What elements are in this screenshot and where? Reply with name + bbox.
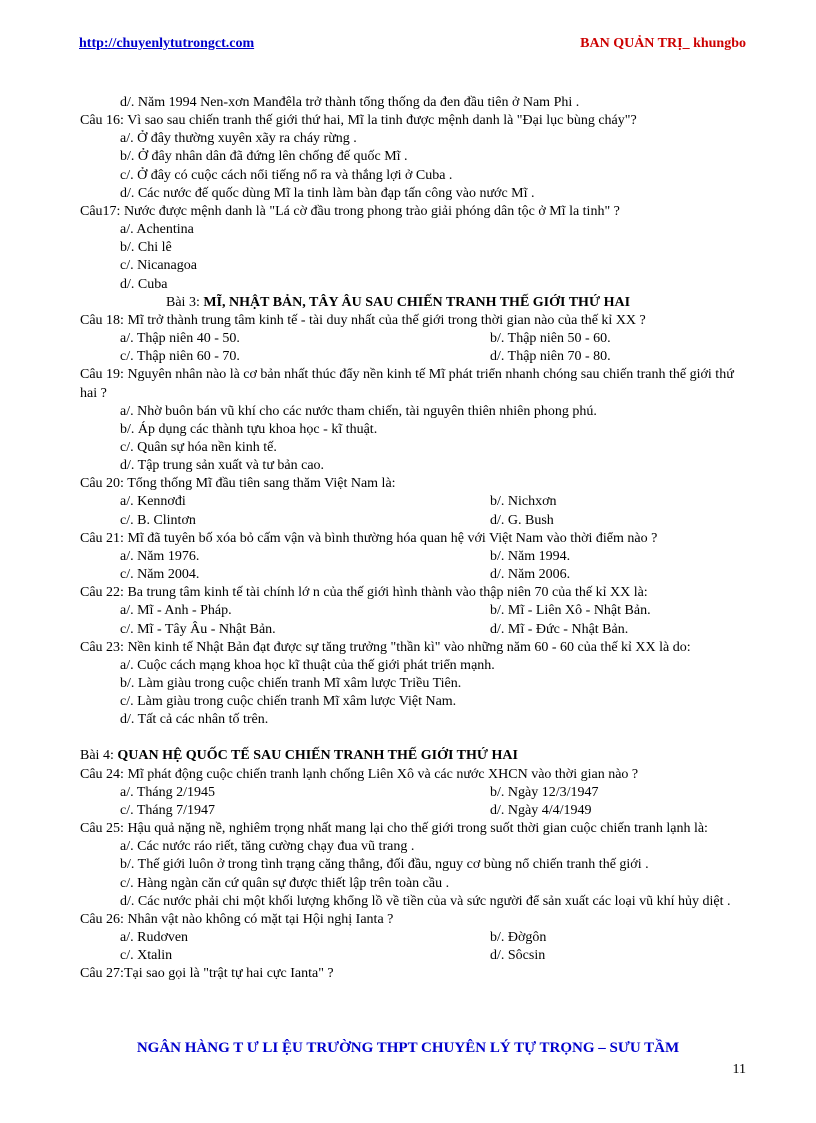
answer-line: d/. Tập trung sản xuất và tư bản cao.: [120, 458, 325, 474]
section-title: QUAN HỆ QUỐC TẾ SAU CHIẾN TRANH THẾ GIỚI THỨ HAI: [117, 748, 518, 764]
question-27: Câu 27:Tại sao gọi là "trật tự hai cực Ianta" ?: [80, 966, 334, 982]
answer-line: a/. Các nước ráo riết, tăng cường chạy đua vũ trang .: [120, 839, 415, 855]
answer-c: c/. B. Clintơn: [120, 512, 196, 528]
answer-line: b/. Ở đây nhân dân đã đứng lên chống đế quốc Mĩ .: [120, 149, 408, 165]
answer-line: d/. Các nước phải chi một khối lượng khổng lồ về tiền của và sức người để sản xuất các loại vũ khí hủy diệt .: [120, 893, 731, 909]
answer-line: a/. Cuộc cách mạng khoa học kĩ thuật của thế giới phát triển mạnh.: [120, 657, 495, 673]
question-20: Câu 20: Tổng thống Mĩ đầu tiên sang thăm Việt Nam là:: [80, 476, 396, 492]
question-25: Câu 25: Hậu quả nặng nề, nghiêm trọng nhất mang lại cho thế giới trong suốt thời gian cuộc chiến tranh lạnh là:: [80, 821, 708, 837]
page-number: 11: [732, 1062, 746, 1077]
answer-row: [80, 929, 750, 947]
answer-line: b/. Làm giàu trong cuộc chiến tranh Mĩ xâm lược Triều Tiên.: [120, 676, 462, 691]
question-22: Câu 22: Ba trung tâm kinh tế tài chính lớ n của thế giới hình thành vào thập niên 70 của thế kỉ XX là:: [80, 585, 648, 601]
answer-d: d/. Ngày 4/4/1949: [490, 802, 592, 818]
answer-line: a/. Nhờ buôn bán vũ khí cho các nước tham chiến, tài nguyên thiên nhiên phong phú.: [120, 403, 597, 419]
answer-d: d/. Năm 2006.: [490, 567, 571, 583]
answer-row: [80, 330, 750, 348]
section-title: MĨ, NHẬT BẢN, TÂY ÂU SAU CHIẾN TRANH THẾ GIỚI THỨ HAI: [203, 294, 631, 310]
answer-row: [80, 602, 750, 620]
answer-b: b/. Ngày 12/3/1947: [490, 784, 599, 800]
answer-line: c/. Làm giàu trong cuộc chiến tranh Mĩ xâm lược Việt Nam.: [120, 694, 457, 710]
answer-c: c/. Thập niên 60 - 70.: [120, 349, 240, 365]
answer-row: [80, 947, 750, 965]
answer-row: [80, 784, 750, 802]
answer-line: a/. Ở đây thường xuyên xãy ra cháy rừng .: [120, 131, 357, 147]
answer-c: c/. Tháng 7/1947: [120, 802, 216, 818]
answer-line: c/. Nicanagoa: [120, 258, 197, 274]
answer-d: d/. Thập niên 70 - 80.: [490, 349, 611, 365]
answer-row: [80, 512, 750, 530]
question-21: Câu 21: Mĩ đã tuyên bố xóa bỏ cấm vận và bình thường hóa quan hệ với Việt Nam vào thời điểm nào ?: [80, 530, 658, 546]
answer-line: c/. Quân sự hóa nền kinh tế.: [120, 439, 277, 455]
answer-row: [80, 802, 750, 820]
question-19: Câu 19: Nguyên nhân nào là cơ bản nhất thúc đẩy nền kinh tế Mĩ phát triển nhanh chóng sau chiến tranh thế giới thứ hai ?: [80, 367, 734, 401]
answer-b: b/. Mĩ - Liên Xô - Nhật Bản.: [490, 603, 651, 619]
question-16: Câu 16: Vì sao sau chiến tranh thế giới thứ hai, Mĩ la tinh được mệnh danh là "Đại lục bùng cháy"?: [80, 113, 637, 129]
answer-row: [80, 566, 750, 584]
spacer: [80, 729, 750, 747]
answer-b: b/. Thập niên 50 - 60.: [490, 331, 611, 347]
question-23: Câu 23: Nền kinh tế Nhật Bản đạt được sự tăng trưởng "thần kì" vào những năm 60 - 60 của thế kỉ XX là do:: [80, 639, 691, 655]
answer-row: [80, 348, 750, 366]
answer-line: d/. Tất cả các nhân tố trên.: [120, 712, 269, 728]
section-heading-bai-4: [80, 747, 750, 765]
answer-a: a/. Mĩ - Anh - Pháp.: [120, 603, 232, 619]
question-18: Câu 18: Mĩ trở thành trung tâm kinh tế - tài duy nhất của thế giới trong thời gian nào của thế kỉ XX ?: [80, 312, 646, 328]
answer-row: [80, 548, 750, 566]
document-body: [80, 94, 750, 984]
answer-line: b/. Chi lê: [120, 240, 172, 256]
answer-a: a/. Tháng 2/1945: [120, 784, 216, 800]
answer-line: b/. Áp dụng các thành tựu khoa học - kĩ thuật.: [120, 421, 378, 437]
answer-line: d/. Cuba: [120, 276, 168, 292]
answer-a: a/. Thập niên 40 - 50.: [120, 331, 240, 347]
answer-a: a/. Rudơven: [120, 930, 189, 946]
answer-c: c/. Năm 2004.: [120, 567, 200, 583]
answer-d: d/. G. Bush: [490, 512, 554, 528]
answer-row: [80, 493, 750, 511]
answer-d: d/. Mĩ - Đức - Nhật Bản.: [490, 621, 629, 637]
answer-a: a/. Kennơđi: [120, 494, 186, 510]
answer-b: b/. Nichxơn: [490, 494, 557, 510]
section-prefix: Bài 3:: [166, 294, 204, 310]
answer-d: d/. Sôcsin: [490, 948, 546, 964]
section-heading-bai-3: [80, 294, 750, 312]
header-url-link[interactable]: http://chuyenlytutrongct.com: [79, 36, 255, 51]
answer-line: a/. Achentina: [120, 222, 194, 238]
answer-b: b/. Năm 1994.: [490, 548, 571, 564]
answer-b: b/. Đờgôn: [490, 930, 547, 946]
answer-line: c/. Hàng ngàn căn cứ quân sự được thiết lập trên toàn cầu .: [120, 875, 450, 891]
answer-line: d/. Năm 1994 Nen-xơn Manđêla trở thành tổng thống da đen đầu tiên ở Nam Phi .: [120, 95, 580, 110]
answer-line: c/. Ở đây có cuộc cách nổi tiếng nổ ra và thắng lợi ở Cuba .: [120, 167, 453, 183]
answer-c: c/. Xtalin: [120, 948, 173, 964]
answer-line: d/. Các nước đế quốc dùng Mĩ la tinh làm bàn đạp tấn công vào nước Mĩ .: [120, 185, 535, 201]
answer-line: b/. Thế giới luôn ở trong tình trạng căng thẳng, đối đầu, nguy cơ bùng nổ chiến tranh thế giới .: [120, 857, 649, 873]
answer-a: a/. Năm 1976.: [120, 548, 200, 564]
question-17: Câu17: Nước được mệnh danh là "Lá cờ đầu trong phong trào giải phóng dân tộc ở Mĩ la tinh" ?: [80, 203, 620, 219]
question-24: Câu 24: Mĩ phát động cuộc chiến tranh lạnh chống Liên Xô và các nước XHCN vào thời gian nào ?: [80, 766, 639, 782]
footer-title: NGÂN HÀNG T Ư LI ỆU TRƯỜNG THPT CHUYÊN LÝ TỰ TRỌNG – SƯU TẦM: [136, 1040, 680, 1056]
answer-row: [80, 621, 750, 639]
answer-c: c/. Mĩ - Tây Âu - Nhật Bản.: [120, 621, 276, 637]
section-prefix: Bài 4:: [80, 748, 118, 764]
question-26: Câu 26: Nhân vật nào không có mặt tại Hội nghị Ianta ?: [80, 911, 394, 927]
header-admin-label: BAN QUẢN TRỊ_ khungbo: [580, 36, 746, 51]
